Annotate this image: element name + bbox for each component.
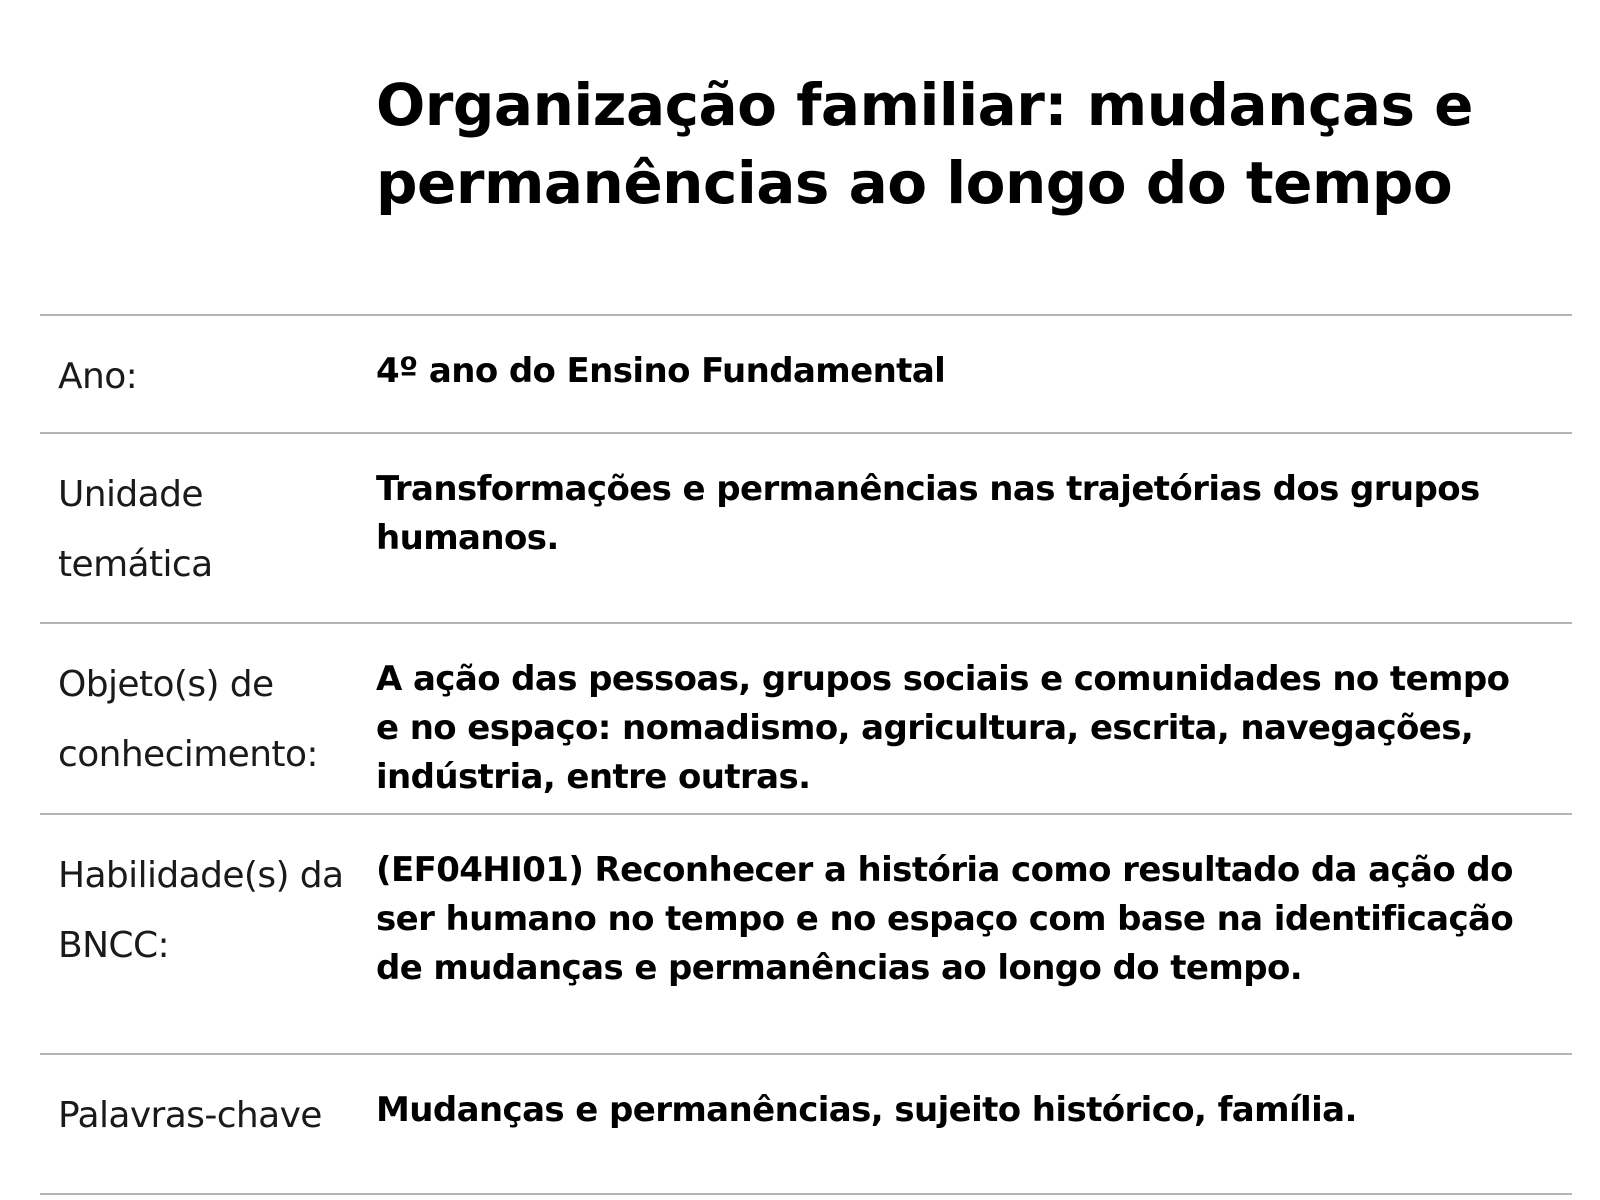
row-label-ano: Ano: [58, 356, 138, 397]
row-label-objetos-de-conhecimento: Objeto(s) de conhecimento: [58, 664, 318, 775]
row-value-objetos-de-conhecimento: A ação das pessoas, grupos sociais e comunidades no tempo e no espaço: nomadismo, agricultura, escrita, navegações, indústria, entre outras. [376, 659, 1510, 797]
row-label-unidade-tematica: Unidade temática [58, 474, 213, 585]
row-value-habilidades-bncc: (EF04HI01) Reconhecer a história como resultado da ação do ser humano no tempo e no espaço com base na identificação de mudanças e permanências ao longo do tempo. [376, 850, 1514, 988]
table-row-unidade-tematica [40, 434, 1572, 624]
table-row-palavras-chave [40, 1055, 1572, 1195]
table-row-habilidades-bncc [40, 815, 1572, 1055]
page-title: Organização familiar: mudanças e permanências ao longo do tempo [376, 71, 1474, 217]
row-value-palavras-chave: Mudanças e permanências, sujeito histórico, família. [376, 1090, 1357, 1130]
row-value-unidade-tematica: Transformações e permanências nas trajetórias dos grupos humanos. [376, 469, 1480, 558]
row-label-habilidades-bncc: Habilidade(s) da BNCC: [58, 855, 344, 966]
lesson-info-table [40, 314, 1572, 1195]
row-value-ano: 4º ano do Ensino Fundamental [376, 351, 946, 391]
table-row-ano [40, 316, 1572, 434]
table-row-objetos-de-conhecimento [40, 624, 1572, 815]
row-label-palavras-chave: Palavras-chave [58, 1095, 322, 1136]
